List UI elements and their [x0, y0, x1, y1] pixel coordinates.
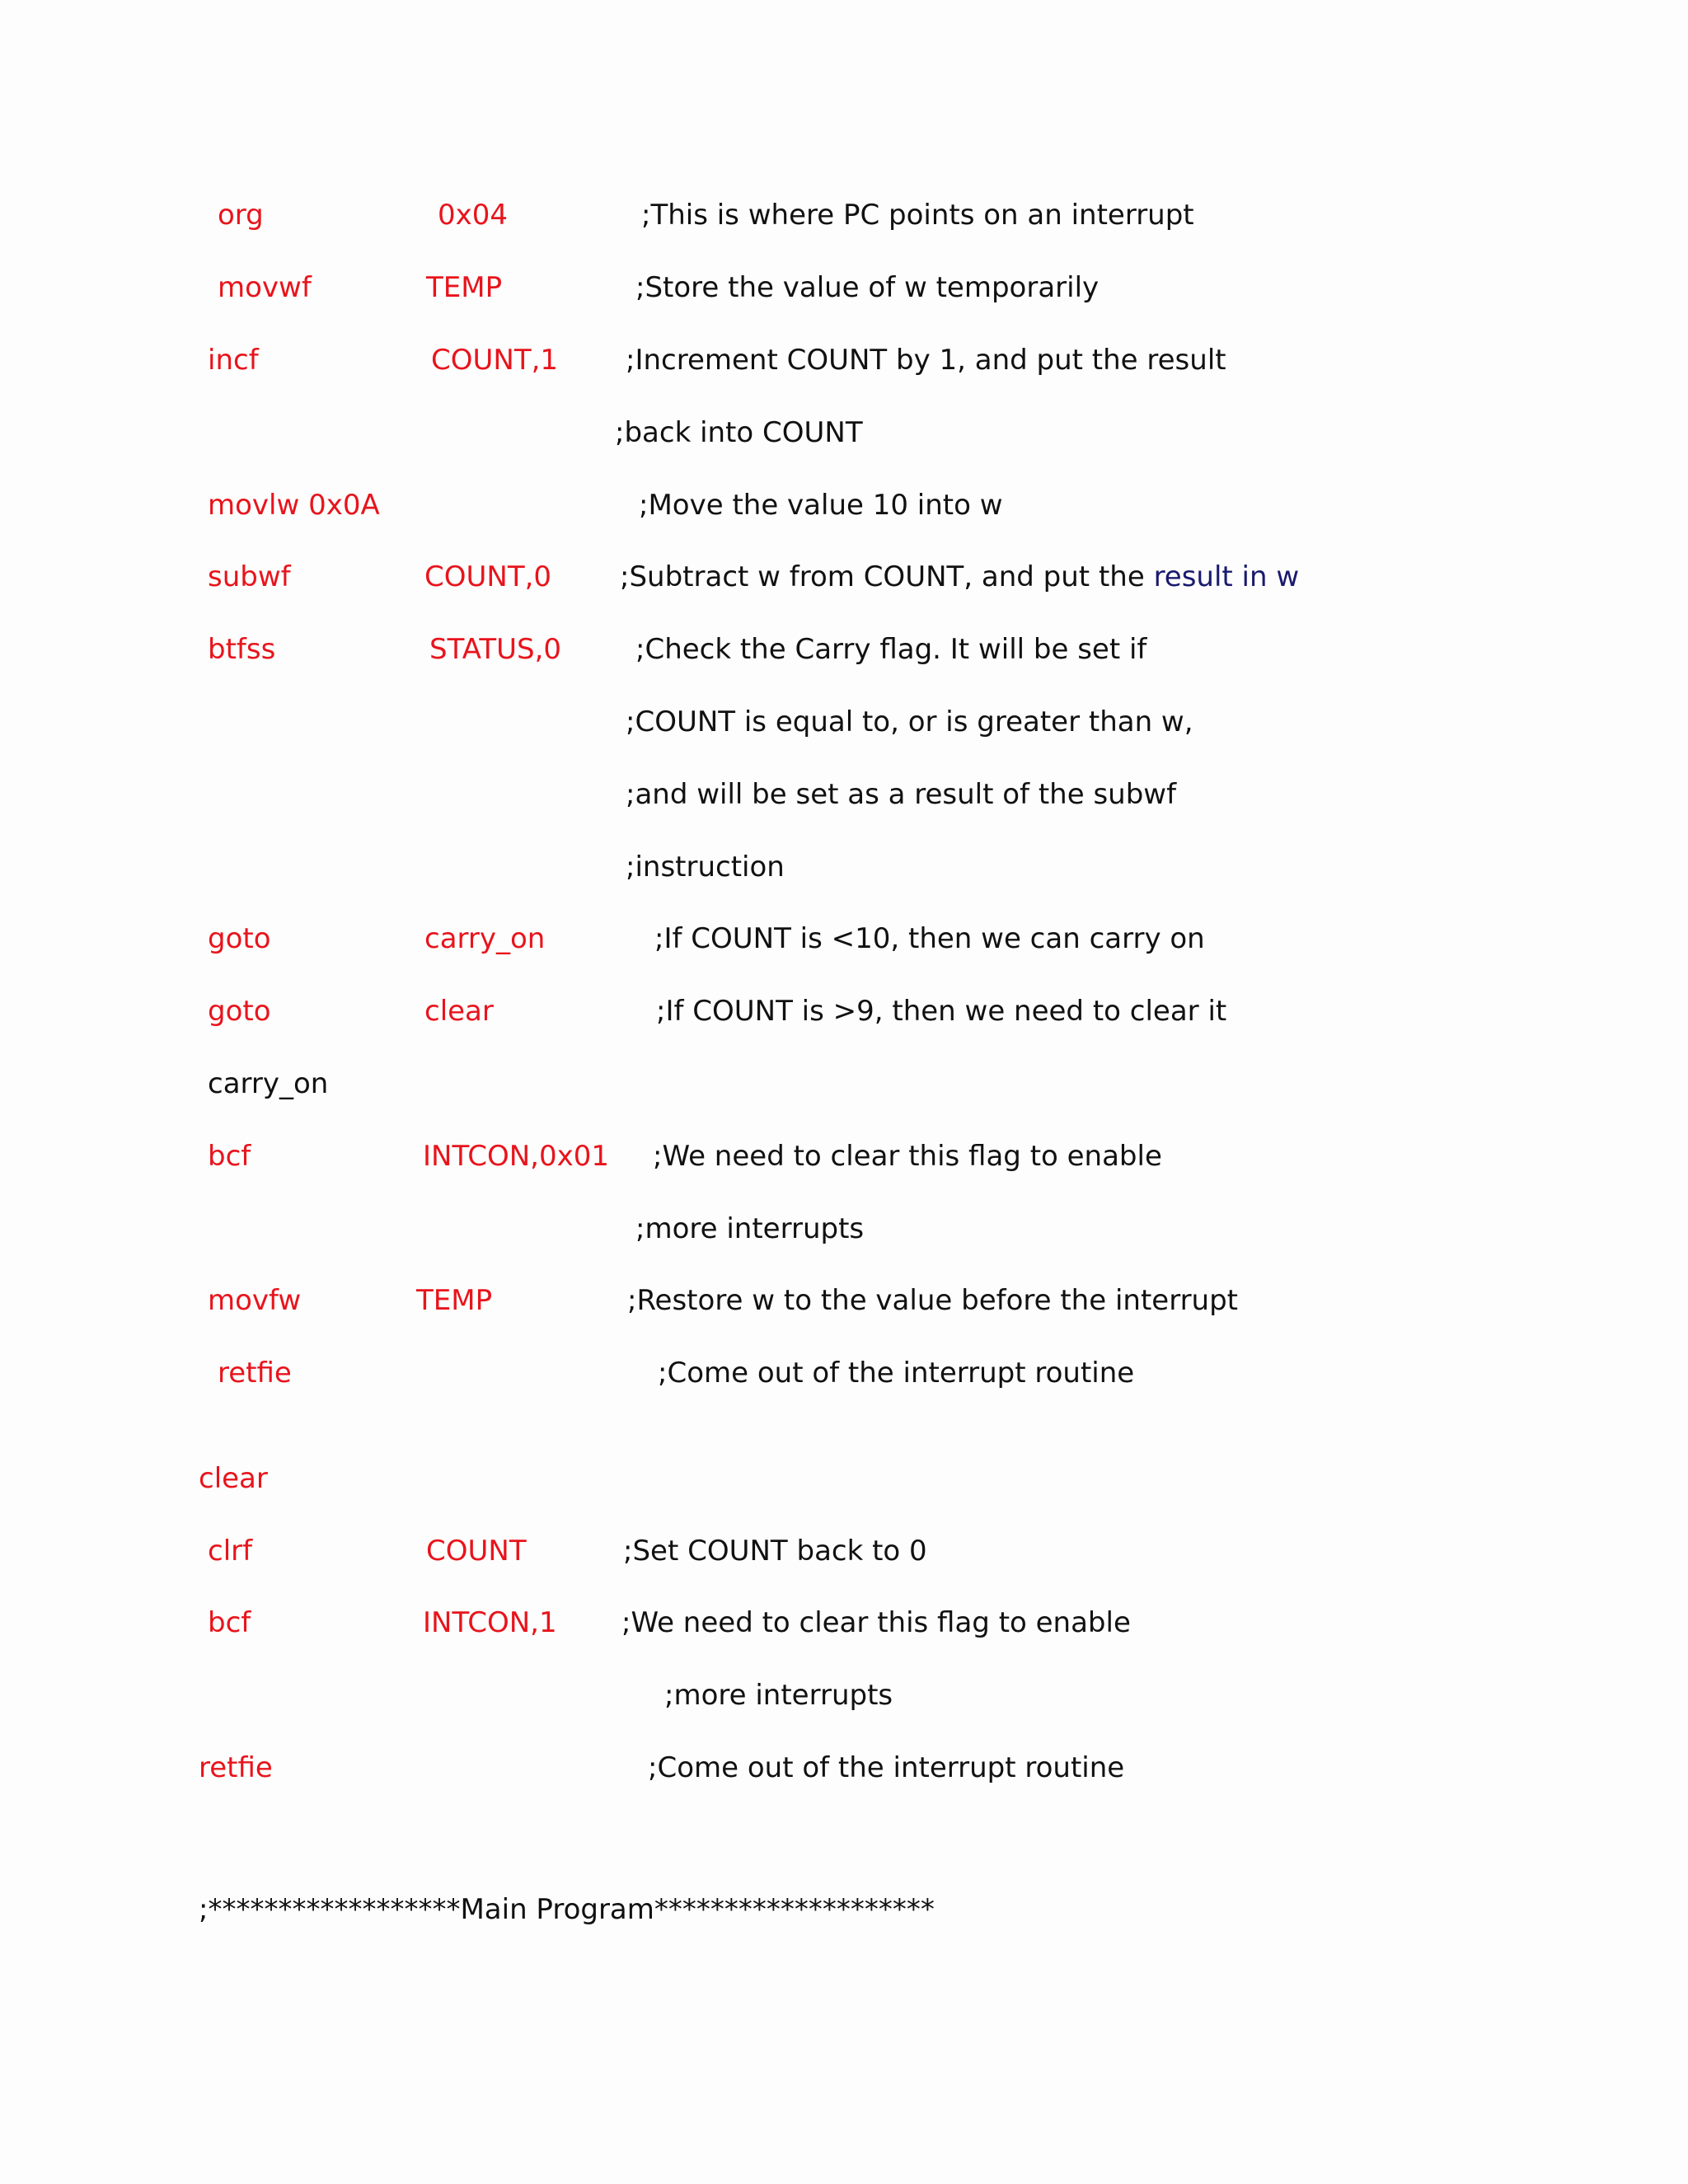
comment-retfie-1: ;Come out of the interrupt routine — [658, 1357, 1135, 1390]
comment-btfss-continued-2: ;and will be set as a result of the subwf — [626, 778, 1177, 811]
mnemonic-bcf-1: bcf — [208, 1140, 251, 1173]
mnemonic-goto-1: goto — [208, 922, 271, 955]
comment-incf: ;Increment COUNT by 1, and put the result — [626, 344, 1226, 377]
operand-subwf: COUNT,0 — [424, 560, 552, 593]
comment-subwf-text: ;Subtract w from COUNT, and put the — [620, 560, 1145, 593]
mnemonic-clrf: clrf — [208, 1535, 253, 1568]
comment-bcf-1-continued: ;more interrupts — [635, 1212, 865, 1245]
mnemonic-retfie-1: retfie — [218, 1357, 292, 1390]
operand-clrf: COUNT — [426, 1535, 527, 1568]
mnemonic-retfie-2: retfie — [199, 1751, 273, 1784]
comment-clrf: ;Set COUNT back to 0 — [623, 1535, 927, 1568]
comment-bcf-1: ;We need to clear this flag to enable — [653, 1140, 1162, 1173]
comment-btfss-continued-1: ;COUNT is equal to, or is greater than w, — [626, 705, 1193, 738]
operand-incf: COUNT,1 — [431, 344, 559, 377]
comment-movwf: ;Store the value of w temporarily — [635, 271, 1100, 304]
comment-bcf-2-continued: ;more interrupts — [664, 1679, 893, 1712]
operand-bcf-1: INTCON,0x01 — [423, 1140, 609, 1173]
comment-btfss-continued-3: ;instruction — [626, 851, 785, 883]
operand-goto-1: carry_on — [424, 922, 546, 955]
mnemonic-goto-2: goto — [208, 995, 271, 1028]
comment-goto-2: ;If COUNT is >9, then we need to clear it — [656, 995, 1227, 1028]
mnemonic-btfss: btfss — [208, 633, 276, 666]
label-carry-on: carry_on — [208, 1067, 329, 1100]
comment-btfss: ;Check the Carry flag. It will be set if — [635, 633, 1147, 666]
comment-movfw: ;Restore w to the value before the interrupt — [627, 1284, 1239, 1317]
mnemonic-subwf: subwf — [208, 560, 291, 593]
main-program-banner: ;******************Main Program******************** — [199, 1893, 935, 1926]
comment-subwf — [620, 560, 1299, 593]
mnemonic-org: org — [218, 199, 264, 232]
comment-retfie-2: ;Come out of the interrupt routine — [648, 1751, 1125, 1784]
comment-org: ;This is where PC points on an interrupt — [641, 199, 1194, 232]
comment-incf-continued: ;back into COUNT — [615, 416, 863, 449]
comment-subwf-highlight: result in w — [1153, 560, 1300, 593]
comment-movlw: ;Move the value 10 into w — [639, 489, 1003, 522]
operand-movfw: TEMP — [416, 1284, 493, 1317]
operand-goto-2: clear — [424, 995, 494, 1028]
operand-movwf: TEMP — [426, 271, 503, 304]
mnemonic-bcf-2: bcf — [208, 1606, 251, 1639]
operand-btfss: STATUS,0 — [429, 633, 562, 666]
comment-bcf-2: ;We need to clear this flag to enable — [621, 1606, 1131, 1639]
operand-org: 0x04 — [438, 199, 509, 232]
operand-bcf-2: INTCON,1 — [423, 1606, 557, 1639]
comment-goto-1: ;If COUNT is <10, then we can carry on — [654, 922, 1205, 955]
mnemonic-movwf: movwf — [218, 271, 312, 304]
mnemonic-incf: incf — [208, 344, 259, 377]
mnemonic-movfw: movfw — [208, 1284, 302, 1317]
label-clear: clear — [199, 1462, 268, 1495]
mnemonic-movlw: movlw 0x0A — [208, 489, 380, 522]
